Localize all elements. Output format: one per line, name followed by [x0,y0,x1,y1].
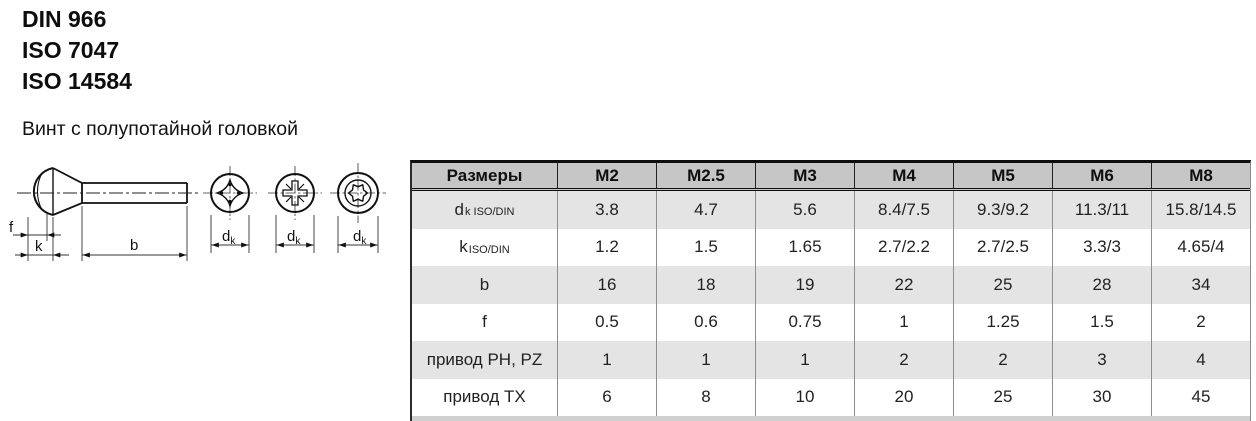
table-cell: 5.6 [755,191,854,229]
table-cell: 10 [755,379,854,417]
row-label-drive-tx: привод TX [443,387,526,407]
table-cell: 2.7/2.2 [854,229,953,267]
header-cell-m2-5: M2.5 [656,163,755,188]
header-cell-m2: M2 [557,163,656,188]
torx-recess-view [330,163,386,223]
table-row-f [412,304,1250,342]
table-cell: 15.8/14.5 [1151,191,1250,229]
table-cell: 45 [1151,379,1250,417]
table-cell: 3 [1052,341,1151,379]
header-cell-m4: M4 [854,163,953,188]
table-cell: 0.5 [557,304,656,342]
table-cell: 4 [1151,341,1250,379]
table-cell: 2.7/2.5 [953,229,1052,267]
table-cell: 9.3/9.2 [953,191,1052,229]
table-cell: 1.5 [1052,304,1151,342]
technical-drawing [5,153,400,285]
table-cell: 16 [557,266,656,304]
header-cell-m3: M3 [755,163,854,188]
table-row-dk [412,191,1250,229]
dim-f-label: f [9,219,14,236]
table-cell: 2 [953,341,1052,379]
table-cell: 2 [854,341,953,379]
table-cell: 4.7 [656,191,755,229]
spec-table [410,160,1251,421]
table-cell: 19 [755,266,854,304]
header-cell-m8: M8 [1151,163,1250,188]
table-cell: 1.2 [557,229,656,267]
table-cell: 20 [854,379,953,417]
phillips-recess-view [203,166,257,220]
table-cell: 4.65/4 [1151,229,1250,267]
standard-iso-7047: ISO 7047 [22,37,120,63]
table-cell: 1.5 [656,229,755,267]
screw-side-view [17,168,201,215]
standard-iso-14584: ISO 14584 [22,68,132,94]
table-cell: 0.6 [656,304,755,342]
table-cell: 1.65 [755,229,854,267]
row-label-b: b [479,274,490,294]
table-cell: 11.3/11 [1052,191,1151,229]
table-cell: 30 [1052,379,1151,417]
row-label-dk: d k ISO/DIN [454,199,515,219]
dim-dk-label-pz: $d_k$ [287,228,301,247]
table-cell: 2 [1151,304,1250,342]
table-cell: 1 [557,341,656,379]
table-cell: 18 [656,266,755,304]
table-cell: 3.8 [557,191,656,229]
table-cell: 34 [1151,266,1250,304]
product-title: Винт с полупотайной головкой [22,118,299,140]
standard-din: DIN 966 [22,6,107,32]
row-label-drive-ph-pz: привод PH, PZ [426,349,543,369]
row-label-f: f [482,312,487,332]
pozidriv-recess-view [268,166,322,220]
dim-b-label: b [130,237,139,254]
dim-k-label: k [35,238,43,255]
header-cell-sizes: Размеры [446,165,523,185]
table-row-drive-ph-pz [412,341,1250,379]
dim-dk-label-ph: $d_k$ [222,228,236,247]
table-cell: 22 [854,266,953,304]
table-cell: 8.4/7.5 [854,191,953,229]
table-row-drive-tx [412,379,1250,417]
table-cell: 1 [854,304,953,342]
table-cell: 8 [656,379,755,417]
row-label-k: k ISO/DIN [459,237,510,257]
table-cell: 1.25 [953,304,1052,342]
screw-drawing-svg [5,153,400,285]
dim-dk-label-tx: $d_k$ [353,228,367,247]
table-cell: 0.75 [755,304,854,342]
table-cell: 1 [755,341,854,379]
table-row-b [412,266,1250,304]
header-cell-m6: M6 [1052,163,1151,188]
standards-list [22,4,132,97]
table-row-k [412,229,1250,267]
table-cell: 25 [953,266,1052,304]
header-cell-m5: M5 [953,163,1052,188]
table-cell: 28 [1052,266,1151,304]
table-cell: 25 [953,379,1052,417]
table-header-row [412,163,1250,191]
table-cell: 6 [557,379,656,417]
table-cell: 3.3/3 [1052,229,1151,267]
table-cell: 1 [656,341,755,379]
next-row-edge-strip [412,416,1250,421]
